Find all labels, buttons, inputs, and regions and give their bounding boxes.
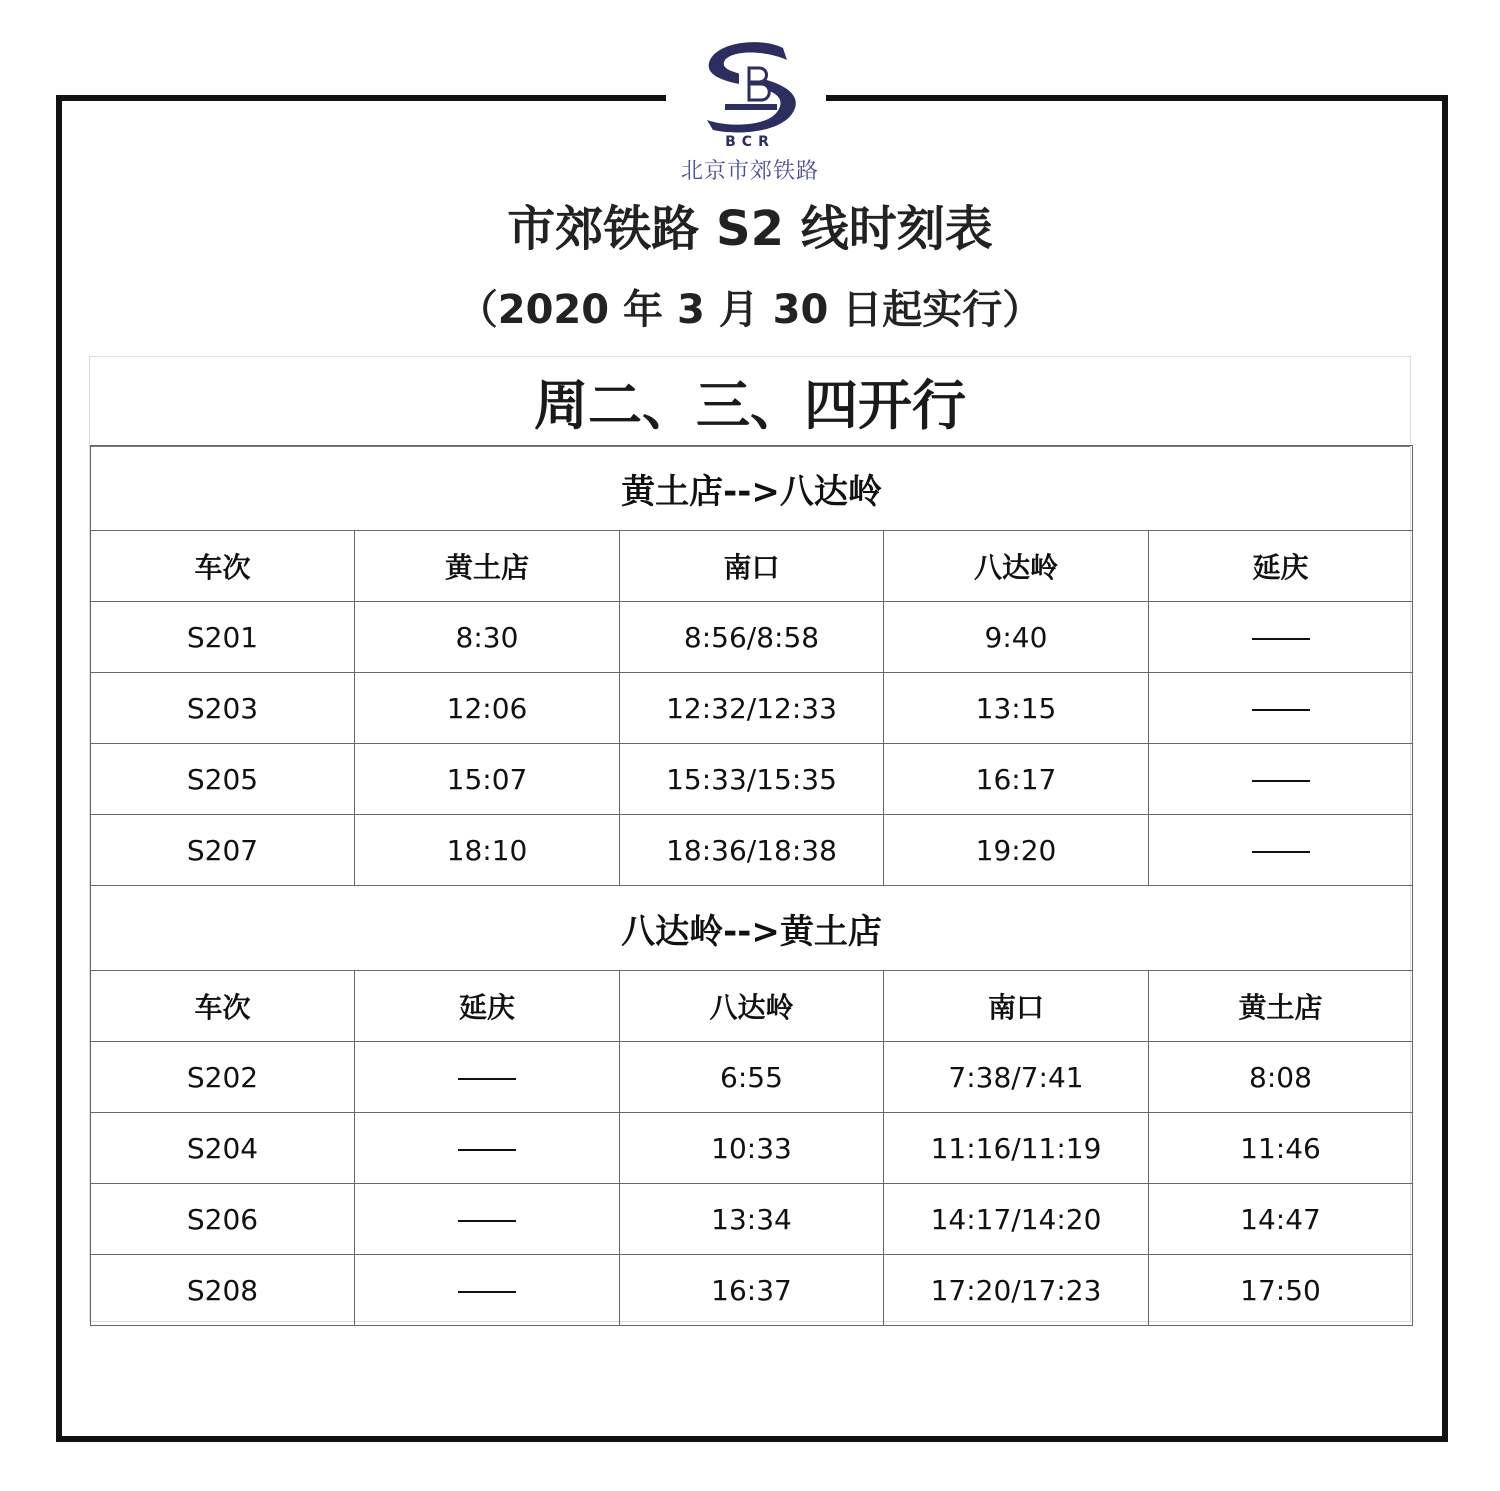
header-row [91, 971, 1413, 1042]
no-stop-dash [458, 1220, 516, 1222]
time-cell: 8:30 [355, 602, 620, 673]
time-cell: 15:07 [355, 744, 620, 815]
time-cell: 7:38/7:41 [884, 1042, 1149, 1113]
time-cell: 10:33 [620, 1113, 884, 1184]
frame-top-left-border [56, 95, 666, 101]
train-number-cell: S201 [91, 602, 355, 673]
frame-right-border [1442, 95, 1448, 1442]
table-row [91, 673, 1413, 744]
table-row [91, 744, 1413, 815]
operating-days-banner: 周二、三、四开行 [90, 357, 1410, 447]
timetable-panel [89, 356, 1411, 1322]
time-cell: 13:15 [884, 673, 1149, 744]
time-cell: 18:10 [355, 815, 620, 886]
column-header: 延庆 [1149, 531, 1413, 602]
time-cell: 12:06 [355, 673, 620, 744]
time-cell: 11:16/11:19 [884, 1113, 1149, 1184]
time-cell [355, 1042, 620, 1113]
time-cell: 9:40 [884, 602, 1149, 673]
column-header: 车次 [91, 971, 355, 1042]
time-cell: 17:20/17:23 [884, 1255, 1149, 1326]
time-cell: 19:20 [884, 815, 1149, 886]
time-cell [1149, 602, 1413, 673]
direction-row [91, 886, 1413, 971]
train-number-cell: S208 [91, 1255, 355, 1326]
train-number-cell: S202 [91, 1042, 355, 1113]
header-row [91, 531, 1413, 602]
column-header: 八达岭 [620, 971, 884, 1042]
time-cell [1149, 744, 1413, 815]
time-cell: 16:17 [884, 744, 1149, 815]
direction-row [91, 446, 1413, 531]
train-number-cell: S203 [91, 673, 355, 744]
time-cell: 16:37 [620, 1255, 884, 1326]
time-cell: 8:56/8:58 [620, 602, 884, 673]
no-stop-dash [1252, 851, 1310, 853]
time-cell: 15:33/15:35 [620, 744, 884, 815]
frame-left-border [56, 95, 62, 1442]
effective-date: （2020 年 3 月 30 日起实行） [457, 287, 1043, 333]
column-header: 八达岭 [884, 531, 1149, 602]
column-header: 黄土店 [1149, 971, 1413, 1042]
train-number-cell: S204 [91, 1113, 355, 1184]
time-cell: 8:08 [1149, 1042, 1413, 1113]
page-title: 市郊铁路 S2 线时刻表 [507, 201, 993, 257]
column-header: 延庆 [355, 971, 620, 1042]
table-row [91, 1113, 1413, 1184]
frame-bottom-border [56, 1436, 1448, 1442]
bcr-logo-icon [695, 38, 805, 134]
column-header: 车次 [91, 531, 355, 602]
table-row [91, 815, 1413, 886]
train-number-cell: S207 [91, 815, 355, 886]
time-cell: 14:47 [1149, 1184, 1413, 1255]
time-cell: 14:17/14:20 [884, 1184, 1149, 1255]
time-cell: 17:50 [1149, 1255, 1413, 1326]
frame-top-right-border [826, 95, 1448, 101]
time-cell [1149, 815, 1413, 886]
time-cell [355, 1113, 620, 1184]
direction-label: 黄土店-->八达岭 [91, 446, 1413, 531]
time-cell: 13:34 [620, 1184, 884, 1255]
no-stop-dash [458, 1149, 516, 1151]
table-row [91, 1042, 1413, 1113]
no-stop-dash [458, 1078, 516, 1080]
train-number-cell: S205 [91, 744, 355, 815]
column-header: 南口 [884, 971, 1149, 1042]
time-cell: 6:55 [620, 1042, 884, 1113]
table-row [91, 1184, 1413, 1255]
table-row [91, 602, 1413, 673]
column-header: 南口 [620, 531, 884, 602]
column-header: 黄土店 [355, 531, 620, 602]
time-cell: 18:36/18:38 [620, 815, 884, 886]
direction-label: 八达岭-->黄土店 [91, 886, 1413, 971]
time-cell [355, 1184, 620, 1255]
logo-abbreviation: BCR [725, 134, 775, 150]
train-number-cell: S206 [91, 1184, 355, 1255]
time-cell [1149, 673, 1413, 744]
table-row [91, 1255, 1413, 1326]
no-stop-dash [1252, 638, 1310, 640]
schedule-table [90, 445, 1413, 1326]
time-cell [355, 1255, 620, 1326]
time-cell: 12:32/12:33 [620, 673, 884, 744]
logo-organization-name: 北京市郊铁路 [680, 159, 819, 184]
no-stop-dash [1252, 709, 1310, 711]
time-cell: 11:46 [1149, 1113, 1413, 1184]
no-stop-dash [458, 1291, 516, 1293]
no-stop-dash [1252, 780, 1310, 782]
